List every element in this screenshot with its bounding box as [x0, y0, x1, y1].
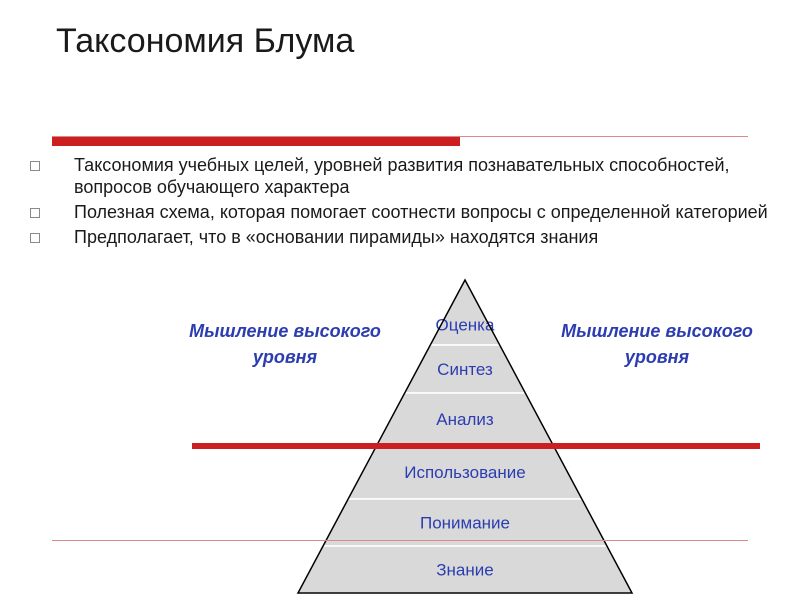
pyramid-level-label: Анализ — [436, 410, 494, 429]
pyramid-level-label: Синтез — [437, 360, 493, 379]
pyramid-level-label: Оценка — [435, 315, 495, 335]
pyramid-level-label: Понимание — [419, 513, 511, 533]
bottom-rule — [52, 540, 748, 541]
pyramid-level — [430, 280, 499, 345]
pyramid-level-label: Знание — [436, 560, 494, 580]
bullet-text: Полезная схема, которая помогает соотнести вопросы с определенной категорией — [74, 202, 768, 222]
higher-order-thinking-label-right: Мышление высокого уровня — [561, 321, 753, 367]
bullet-text: Таксономия учебных целей, уровней развития познавательных способностей, вопросов обучающего характера — [74, 155, 730, 197]
slide-title: Таксономия Блума — [56, 22, 355, 60]
thinking-level-divider — [192, 443, 760, 449]
pyramid-level-label: Использование — [404, 463, 526, 482]
higher-order-thinking-label-left: Мышление высокого уровня — [189, 321, 381, 367]
bullet-text: Предполагает, что в «основании пирамиды» находятся знания — [74, 227, 599, 247]
